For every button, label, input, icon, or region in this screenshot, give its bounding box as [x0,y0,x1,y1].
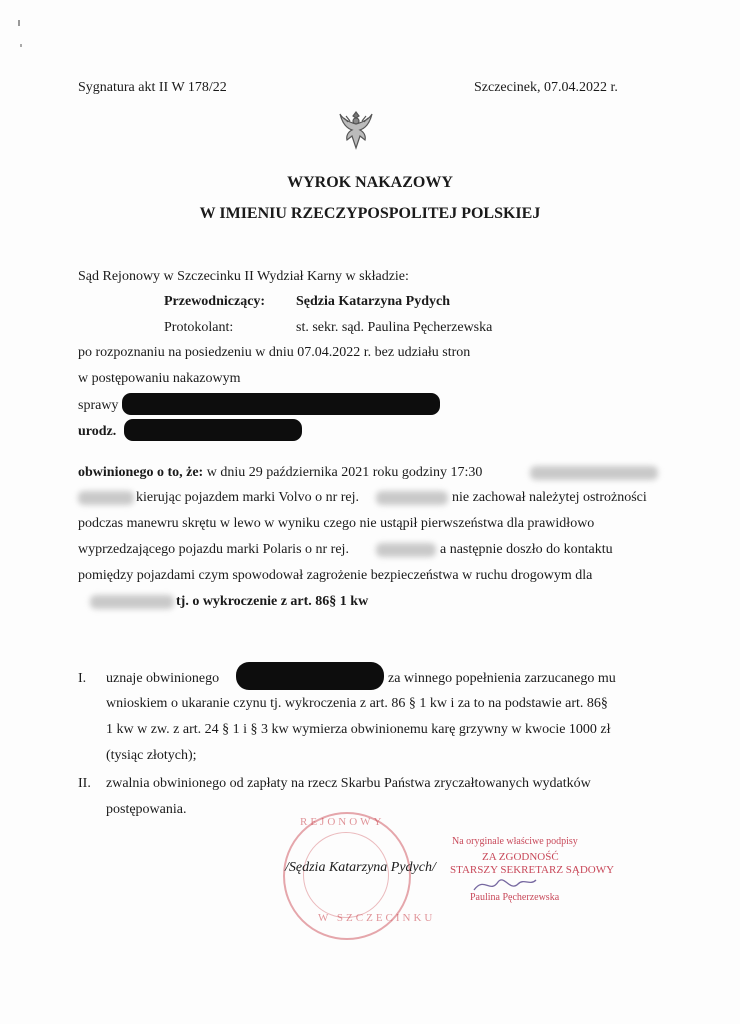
redaction-birth [124,419,302,441]
cert-stamp-line-2: ZA ZGODNOŚĆ [482,851,559,863]
scan-speck [18,20,20,26]
charge-line-1 [78,464,482,482]
blurred-text [90,595,174,609]
court-intro: Sąd Rejonowy w Szczecinku II Wydział Karny w składzie: [78,269,409,284]
clerk-handwritten-signature-icon [470,872,540,896]
consideration-line: po rozpoznaniu na posiedzeniu w dniu 07.04.2022 r. bez udziału stron [78,345,471,360]
born-label: urodz. [78,424,117,439]
procedure-line: w postępowaniu nakazowym [78,371,241,386]
case-label: sprawy [78,398,119,413]
charge-line-1-text: w dniu 29 października 2021 roku godziny 17:30 [206,465,483,480]
blurred-plate [376,491,448,505]
court-seal-top-text: REJONOWY [300,816,385,828]
verdict-item-1-number: I. [78,671,87,686]
court-seal-bottom-text: W SZCZECINKU [318,912,436,924]
verdict-item-1-line-3: 1 kw w zw. z art. 24 § 1 i § 3 kw wymierza obwinionemu karę grzywny w kwocie 1000 zł [106,722,611,737]
verdict-item-2-line-2: postępowania. [106,802,187,817]
scan-speck [20,44,22,47]
redaction-name [236,662,384,690]
verdict-item-2-line-1: zwalnia obwinionego od zapłaty na rzecz Skarbu Państwa zryczałtowanych wydatków [106,776,591,791]
case-number: Sygnatura akt II W 178/22 [78,80,227,95]
blurred-plate [376,543,436,557]
verdict-item-1-line-1b: za winnego popełnienia zarzucanego mu [388,671,616,686]
charge-line-2a: kierując pojazdem marki Volvo o nr rej. [136,490,360,505]
charge-intro: obwinionego o to, że: [78,465,204,480]
clerk-name: st. sekr. sąd. Paulina Pęcherzewska [296,320,493,335]
verdict-item-1-line-4: (tysiąc złotych); [106,748,197,763]
cert-stamp-line-3: STARSZY SEKRETARZ SĄDOWY [450,864,615,876]
blurred-text [78,491,134,505]
verdict-item-2-number: II. [78,776,91,791]
charge-line-6: tj. o wykroczenie z art. 86§ 1 kw [176,594,369,609]
cert-stamp-line-1: Na oryginale właściwe podpisy [452,836,578,847]
charge-line-4a: wyprzedzającego pojazdu marki Polaris o nr rej. [78,542,349,557]
place-date: Szczecinek, 07.04.2022 r. [474,80,618,95]
chair-label: Przewodniczący: [164,294,266,309]
polish-eagle-emblem-icon [338,108,374,152]
charge-line-3: podczas manewru skrętu w lewo w wyniku czego nie ustąpił pierwszeństwa dla prawidłowo [78,516,595,531]
verdict-item-1-line-1a: uznaje obwinionego [106,671,220,686]
document-title: WYROK NAKAZOWY [287,174,453,191]
clerk-label: Protokolant: [164,320,234,335]
judge-signature: /Sędzia Katarzyna Pydych/ [285,860,436,875]
cert-stamp-line-4: Paulina Pęcherzewska [470,892,560,903]
chair-name: Sędzia Katarzyna Pydych [296,294,450,309]
document-subtitle: W IMIENIU RZECZYPOSPOLITEJ POLSKIEJ [199,205,541,222]
redaction-case [122,393,440,415]
charge-line-2b: nie zachował należytej ostrożności [452,490,647,505]
charge-line-5: pomiędzy pojazdami czym spowodował zagrożenie bezpieczeństwa w ruchu drogowym dla [78,568,593,583]
verdict-item-1-line-2: wnioskiem o ukaranie czynu tj. wykroczenia z art. 86 § 1 kw i za to na podstawie art. 86§ [106,696,608,711]
blurred-text [530,466,658,480]
charge-line-4b: a następnie doszło do kontaktu [440,542,613,557]
